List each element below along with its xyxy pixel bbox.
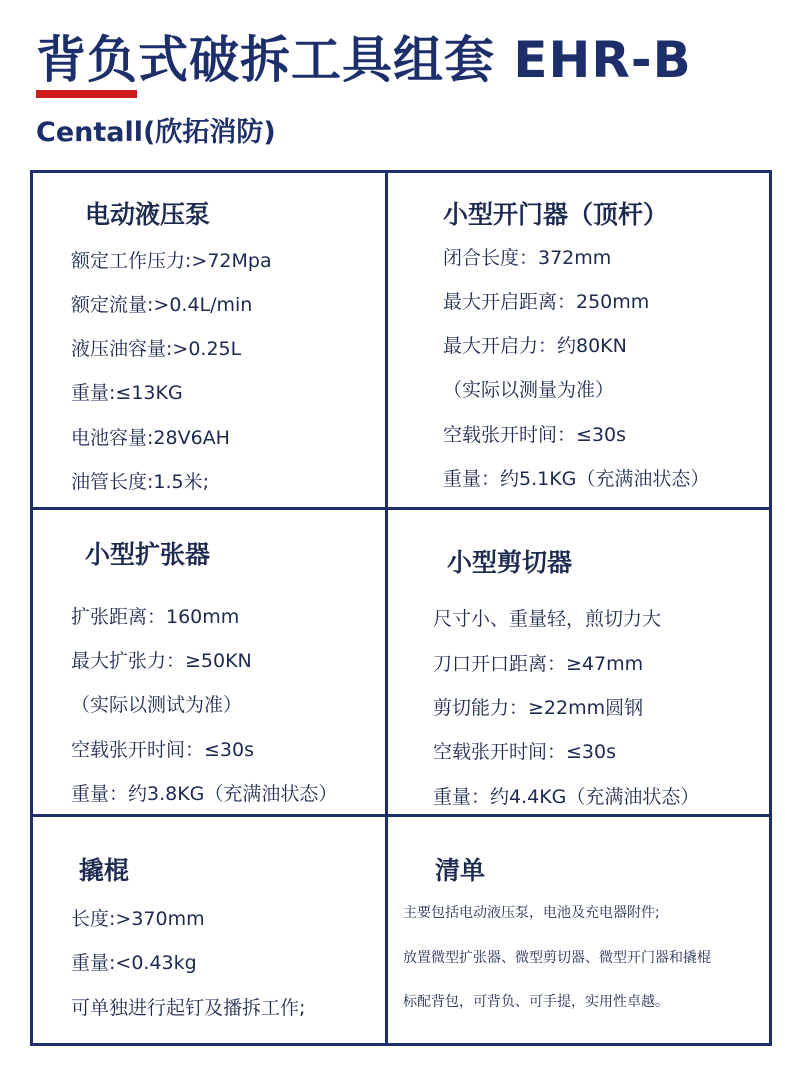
spec-line: 最大开启力：约80KN <box>443 335 627 357</box>
spec-line: 尺寸小、重量轻，煎切力大 <box>433 608 662 630</box>
spec-line: 重量：约5.1KG（充满油状态） <box>443 468 710 490</box>
spec-line: 最大扩张力：≥50KN <box>71 650 252 672</box>
checklist-line: 放置微型扩张器、微型剪切器、微型开门器和撬棍 <box>403 950 711 966</box>
spec-line: 重量:<0.43kg <box>71 952 197 974</box>
cell-title: 小型扩张器 <box>85 540 211 569</box>
spec-line: 额定流量:>0.4L/min <box>71 294 253 316</box>
cell-title: 电动液压泵 <box>85 200 211 229</box>
spec-line: 重量:≤13KG <box>71 382 183 404</box>
spec-line: （实际以测试为准） <box>71 694 243 716</box>
table-divider-row2 <box>33 814 769 817</box>
spec-line: 电池容量:28V6AH <box>71 427 230 449</box>
spec-line: 重量：约4.4KG（充满油状态） <box>433 786 700 808</box>
cell-title: 撬棍 <box>79 856 130 885</box>
spec-table <box>30 170 772 1046</box>
spec-line: 刀口开口距离：≥47mm <box>433 653 644 675</box>
checklist-line: 标配背包，可背负、可手提，实用性卓越。 <box>403 994 669 1010</box>
spec-line: 液压油容量:>0.25L <box>71 338 242 360</box>
spec-line: 空载张开时间：≤30s <box>443 424 626 446</box>
spec-line: 空载张开时间：≤30s <box>71 739 254 761</box>
spec-line: 油管长度:1.5米; <box>71 471 210 493</box>
spec-line: 剪切能力：≥22mm圆钢 <box>433 697 644 719</box>
spec-line: 额定工作压力:>72Mpa <box>71 250 272 272</box>
spec-line: 重量：约3.8KG（充满油状态） <box>71 783 338 805</box>
cell-title: 小型剪切器 <box>447 548 573 577</box>
spec-line: 可单独进行起钉及播拆工作; <box>71 997 306 1019</box>
table-divider-row1 <box>33 507 769 510</box>
spec-line: 最大开启距离：250mm <box>443 291 650 313</box>
spec-line: 长度:>370mm <box>71 908 205 930</box>
title-underline-bar <box>36 90 137 98</box>
spec-line: （实际以测量为准） <box>443 379 615 401</box>
table-divider-vertical <box>385 173 388 1043</box>
spec-line: 空载张开时间：≤30s <box>433 741 616 763</box>
cell-title: 小型开门器（顶杆） <box>443 200 669 229</box>
spec-line: 闭合长度：372mm <box>443 247 612 269</box>
checklist-line: 主要包括电动液压泵，电池及充电器附件; <box>403 905 660 921</box>
brand-name: Centall(欣拓消防) <box>36 117 276 148</box>
cell-title: 清单 <box>435 856 486 885</box>
spec-line: 扩张距离：160mm <box>71 606 240 628</box>
page-title: 背负式破拆工具组套 EHR-B <box>36 31 692 89</box>
